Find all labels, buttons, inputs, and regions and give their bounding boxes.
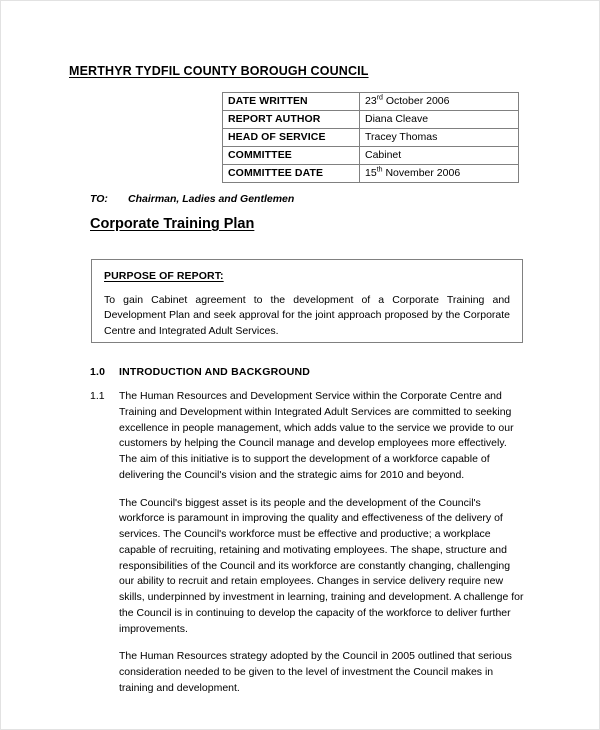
- date-suffix: October 2006: [382, 95, 450, 107]
- section-heading-introduction: [90, 366, 310, 378]
- date-suffix: November 2006: [382, 167, 461, 180]
- section-title: INTRODUCTION AND BACKGROUND: [119, 366, 311, 378]
- section-number: 1.0: [90, 366, 106, 378]
- section-body: [90, 389, 524, 697]
- council-heading: MERTHYR TYDFIL COUNTY BOROUGH COUNCIL: [69, 64, 369, 78]
- addressee-line: [90, 193, 294, 205]
- paragraph: [90, 496, 524, 638]
- table-cell-value: [360, 93, 519, 111]
- table-cell-label: DATE WRITTEN: [223, 93, 360, 111]
- report-info-table-body: [223, 93, 519, 183]
- table-cell-label: COMMITTEE: [223, 147, 360, 165]
- addressee-label: TO:: [90, 193, 108, 205]
- date-ordinal-suffix: th: [376, 166, 383, 174]
- purpose-of-report-box: [91, 259, 523, 343]
- paragraph-text: The Council's biggest asset is its people and the development of the Council's workforce is paramount in improving the quality and effectiveness of the delivery of services. The Council's workforce must be effective and productive; a workplace capable of recruiting, retaining and motivating employees. The shape, structure and responsibilities of the Council and its workforce are constantly changing, challenging our ability to recruit and retain employees. Changes in service delivery require new skills, underpinned by investment in learning, training and development. A challenge for the Council is in continuing to develop the capacity of the workforce to deliver further improvements.: [119, 496, 524, 635]
- date-prefix: 23: [365, 95, 377, 107]
- addressee-recipients: Chairman, Ladies and Gentlemen: [128, 193, 295, 205]
- paragraph-number: 1.1: [90, 390, 105, 402]
- report-info-table: [222, 92, 519, 183]
- table-row: [223, 165, 519, 183]
- table-cell-value: Tracey Thomas: [360, 129, 519, 147]
- table-row: [223, 93, 519, 111]
- purpose-body-text: To gain Cabinet agreement to the development of a Corporate Training and Development Plan and seek approval for the joint approach proposed by the Corporate Centre and Integrated Adult Services.: [104, 294, 510, 337]
- table-cell-value: [360, 165, 519, 183]
- purpose-heading: PURPOSE OF REPORT:: [104, 270, 224, 282]
- table-cell-label: HEAD OF SERVICE: [223, 129, 360, 147]
- table-cell-label: COMMITTEE DATE: [223, 165, 360, 183]
- page-title: Corporate Training Plan: [90, 216, 255, 232]
- date-ordinal-suffix: rd: [376, 94, 383, 102]
- table-row: [223, 111, 519, 129]
- table-cell-label: REPORT AUTHOR: [223, 111, 360, 129]
- paragraph-text: The Human Resources and Development Service within the Corporate Centre and Training and Development within Integrated Adult Services are committed to seeking excellence in people management, which adds value to the service we provide to our customers by helping the Council manage and develop employees more effectively. The aim of this initiative is to support the development of a workforce capable of delivering the Council's vision and the strategic aims for 2010 and beyond.: [119, 390, 514, 481]
- table-row: [223, 129, 519, 147]
- table-cell-value: Diana Cleave: [360, 111, 519, 129]
- paragraph: [90, 649, 524, 696]
- table-cell-value: Cabinet: [360, 147, 519, 165]
- table-row: [223, 147, 519, 165]
- date-prefix: 15: [365, 167, 377, 180]
- paragraph-text: The Human Resources strategy adopted by the Council in 2005 outlined that serious consideration needed to be given to the level of investment the Council makes in training and development.: [119, 650, 512, 694]
- paragraph: [90, 389, 524, 484]
